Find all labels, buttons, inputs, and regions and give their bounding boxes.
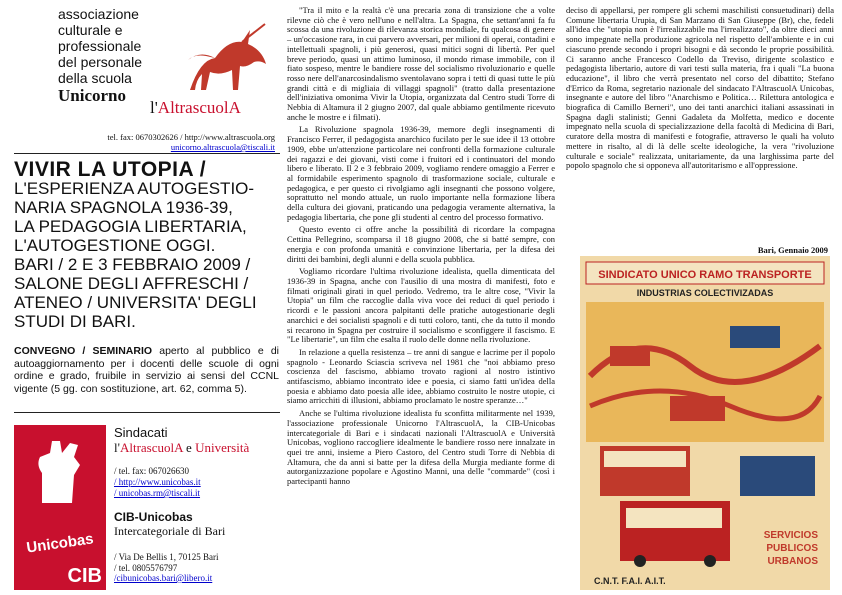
paragraph: deciso di appellarsi, per rompere gli schemi maschilisti consuetudinari) della Comune libertaria Urupia, di San Marzano di San Giuseppe (Br), che, fedeli all'idea che "utopia non è l'irrealizzabile ma l'irrealizzato", da oltre dieci anni sono impegnate nella produzione agricola nel rispetto dell'ambiente e in cui ciascuno prende secondo i propri bisogni e dà secondo le proprie possibilità. Ci saranno anche Francesco Codello da Treviso, dirigente scolastico e pedagogista libertario, autore di vari testi sulla materia, fra i quali "La buona educazione", il libro che verrà presentato nel corso del dibattito; Stefano d'Errico da Roma, segretario nazionale del sindacato l'AltrascuolA Unicobas, insegnante e autore del libro "Anarchismo e Politica… Rilettura antologica e biografica di Camillo Berneri", uno dei tanti anarchici italiani assassinati in Spagna dagli stalinisti; Genni Gadaleta da Molfetta, medico e docente impegnato nella scuola di specializzazione della facoltà di Medicina di Bari, curatore della mostra di manifesti e fotografie, attraverso le quali ha voluto mettere in risalto, al di là delle scelte ideologiche, la vera "rivoluzione culturale e sociale" realizzata, unitariamente, da una larghissima parte del popolo spagnolo che si opponeva all'autoritarismo e all'oppressione. — [566, 5, 834, 171]
title-line: STUDI DI BARI. — [14, 312, 136, 331]
sindacati-block — [114, 425, 279, 455]
spanish-transport-poster — [580, 256, 830, 590]
paragraph: Anche se l'ultima rivoluzione idealista fu sconfitta militarmente nel 1939, l'associazione professionale Unicorno l'AltrascuolA, la CIB-Unicobas intercategoriale di Bari e i sindacati nazionali l'AltrascuolA e Università Unicobas, vogliono raccogliere idealmente le bandiere rosso nere innalzate in quei tre anni, insieme a Piero Castoro, del Centro studi Torre di Nebbia di Altamura, che da anni si batte per la difesa della Murgia mediante forme di autorganizzazione popolare e Agostino Manni, una delle "commarde" (così i partecipanti hanno — [287, 408, 555, 487]
cib-email-link[interactable]: /cibunicobas.bari@libero.it — [114, 573, 213, 583]
right-column — [566, 6, 834, 171]
poster-caption: SERVICIOS — [763, 530, 818, 541]
logo-prefix: l' — [150, 98, 158, 117]
cib-phone: / tel. 0805576797 — [114, 562, 178, 573]
association-description — [58, 6, 178, 104]
cib-block — [114, 510, 279, 538]
sindacati-universita: Università — [195, 440, 250, 455]
assoc-line: culturale e — [58, 22, 123, 38]
cib-title: CIB-Unicobas — [114, 510, 193, 524]
divider — [14, 153, 280, 154]
unicobas-contacts — [114, 466, 279, 499]
convegno-lead: CONVEGNO / SEMINARIO — [14, 345, 153, 357]
convegno-description — [14, 345, 279, 395]
title-line: L'ESPERIENZA AUTOGESTIO- — [14, 179, 255, 198]
cib-contacts — [114, 552, 279, 584]
assoc-name: Unicorno — [58, 86, 126, 105]
title-line: NARIA SPAGNOLA 1936-39, — [14, 198, 233, 217]
signoff: Bari, Gennaio 2009 — [757, 245, 828, 255]
paragraph: In relazione a quella resistenza – tre anni di sangue e lacrime per il popolo spagnolo - Leonardo Sciascia scriveva nel 1981 che "noi abbiamo preso coscienza del fascismo, abbiamo trovato ragioni al nostro istintivo antifascismo, abbiamo incontrato idee e poesia, ci siamo fatti un'idea della poesia e abbiamo dato poesia alle idee, abbiamo costruito le nostre utopie, ci siamo arricchiti di illusioni, abbiamo proclamato le nostre speranze…" — [287, 346, 555, 406]
logo-main: AltrascuolA — [157, 98, 241, 117]
assoc-line: della scuola — [58, 70, 132, 86]
paragraph: Vogliamo ricordare l'ultima rivoluzione idealista, quella dimenticata del 1936-39 in Spagna, anche con l'ausilio di una mostra di manifesti, foto e filmati originali girati in quel periodo. Vedremo, tra le altre cose, "Vivir la Utopia" un film che raccoglie dalla viva voce dei reduci di quel periodo i ricordi e le passioni ancora palpitanti delle pratiche autogestionarie degli anarchici e dei socialisti spagnoli e di tutti coloro, tanti, che da tutto il mondo si recarono in Spagna per costruire il socialismo e sconfiggere il fascismo. E "Le libertarie", un film che esalta il ruolo delle donne nella rivoluzione. — [287, 266, 555, 345]
unicobas-logo-text: Unicobas — [25, 530, 95, 557]
title-line-main — [14, 160, 279, 179]
divider — [14, 412, 280, 413]
title-line: BARI / 2 E 3 FEBBRAIO 2009 / — [14, 255, 251, 274]
top-contacts — [45, 132, 275, 152]
title-line: L'AUTOGESTIONE OGGI. — [14, 236, 216, 255]
title-line: SALONE DEGLI AFFRESCHI / — [14, 274, 249, 293]
unicorn-logo — [170, 20, 280, 100]
poster-subtitle: INDUSTRIAS COLECTIVIZADAS — [636, 288, 774, 298]
assoc-line: del personale — [58, 54, 143, 70]
cib-logo-text: CIB — [67, 565, 102, 587]
poster-title: SINDICATO UNICO RAMO TRANSPORTE — [598, 269, 812, 281]
event-title — [14, 160, 279, 331]
altrascuola-logo-label — [150, 98, 241, 118]
unicobas-logo — [14, 425, 106, 590]
middle-column — [287, 6, 555, 490]
paragraph: "Tra il mito e la realtà c'è una precaria zona di transizione che a volte rilevne ciò che è vero nell'uno e nell'altra. La Spagna, che settant'anni fa fu scossa da una rivoluzione di rilevanza storica mondiale, fu qualcosa di genere – un'occasione rara, in cui parvero avversari, per milioni di operai, contadini e intellettuali spagnoli, i più generosi, quasi mitici sogni di libertà. Per quel breve periodo, quasi un attimo luminoso, il mondo rimase immobile, con il fiato sospeso, mentre le bandiere rosse del socialismo rivoluzionario e quelle rosso nere dell'anarcosindalismo sventolavano sopra i tetti di quasi tutte le più grandi città e di migliaia di villaggi spagnoli" (tratto dalla presentazione dell'iniziativa omonima Vivir la Utopia, organizzata dal Centro studi Torre di Nebbia di Altamura il 2 giugno 2007, dal quale abbiamo gentilmente ricevuto anche le mostre e i filmati). — [287, 5, 555, 122]
convegno-text: aperto al pubblico e di autoaggiornamento per i docenti delle scuole di ogni ordine e grado, fruibile in servizio ai sensi del CCNL vigente (5 gg. con sostituzione, art. 62, comma 5). — [14, 345, 280, 395]
contact-phone: / tel. fax: 067026630 — [114, 466, 189, 476]
title-line: ATENEO / UNIVERSITA' DEGLI — [14, 293, 257, 312]
contact-website-link[interactable]: / http://www.unicobas.it — [114, 477, 201, 487]
paragraph: Questo evento ci offre anche la possibilità di ricordare la compagna Cettina Pellegrino, scomparsa il 18 giugno 2008, che si batté sempre, con energia e con profonda umanità e convinzione libertaria, per la difesa dei diritti dei bambini, degli alunni e della scuola pubblica. — [287, 224, 555, 264]
poster-footer: C.N.T. F.A.I. A.I.T. — [594, 576, 666, 586]
contact-email-link[interactable]: / unicobas.rm@tiscali.it — [114, 488, 201, 498]
poster-caption: PUBLICOS — [766, 543, 818, 554]
contact-phone-web[interactable]: tel. fax: 0670302626 / http://www.altrascuola.org — [107, 132, 275, 142]
title-line: VIVIR LA UTOPIA / — [14, 158, 207, 181]
title-line: LA PEDAGOGIA LIBERTARIA, — [14, 217, 247, 236]
poster-caption: URBANOS — [767, 556, 818, 567]
assoc-line: professionale — [58, 38, 142, 54]
cib-address: / Via De Bellis 1, 70125 Bari — [114, 552, 219, 562]
sindacati-conjunction: e — [182, 440, 196, 455]
contact-email[interactable]: unicorno.altrascuola@tiscali.it — [170, 142, 275, 152]
raised-fist-icon — [22, 435, 98, 505]
paragraph: La Rivoluzione spagnola 1936-39, memore degli insegnamenti di Francisco Ferrer, il pedagogista anarchico fucilato per le sue idee il 13 ottobre 1909, ebbe un'attenzione particolare nei confronti della formazione culturale dei ragazzi e dei giovani, visti come i fruitori ed i continuatori del mondo libero e liberato. Il 2 e 3 febbraio 2009, vogliamo rendere omaggio a Ferrer e al formidabile esperimento spagnolo di trasformazione sociale, culturale e pedagogica, e per questo ci rivolgiamo agli insegnanti che possono volgere, soprattutto nel mondo attuale, un ruolo importante nella formazione libera della cultura dei giovani, praticando una pedagogia veramente alternativa, la pedagogia libertaria, che pone gli studenti al centro del processo formativo. — [287, 124, 555, 222]
cib-subtitle: Intercategoriale di Bari — [114, 524, 226, 538]
sindacati-altrascuola: AltrascuolA — [119, 440, 183, 455]
sindacati-prefix: l' — [114, 440, 120, 455]
sindacati-label: Sindacati — [114, 425, 168, 440]
assoc-line: associazione — [58, 6, 139, 22]
